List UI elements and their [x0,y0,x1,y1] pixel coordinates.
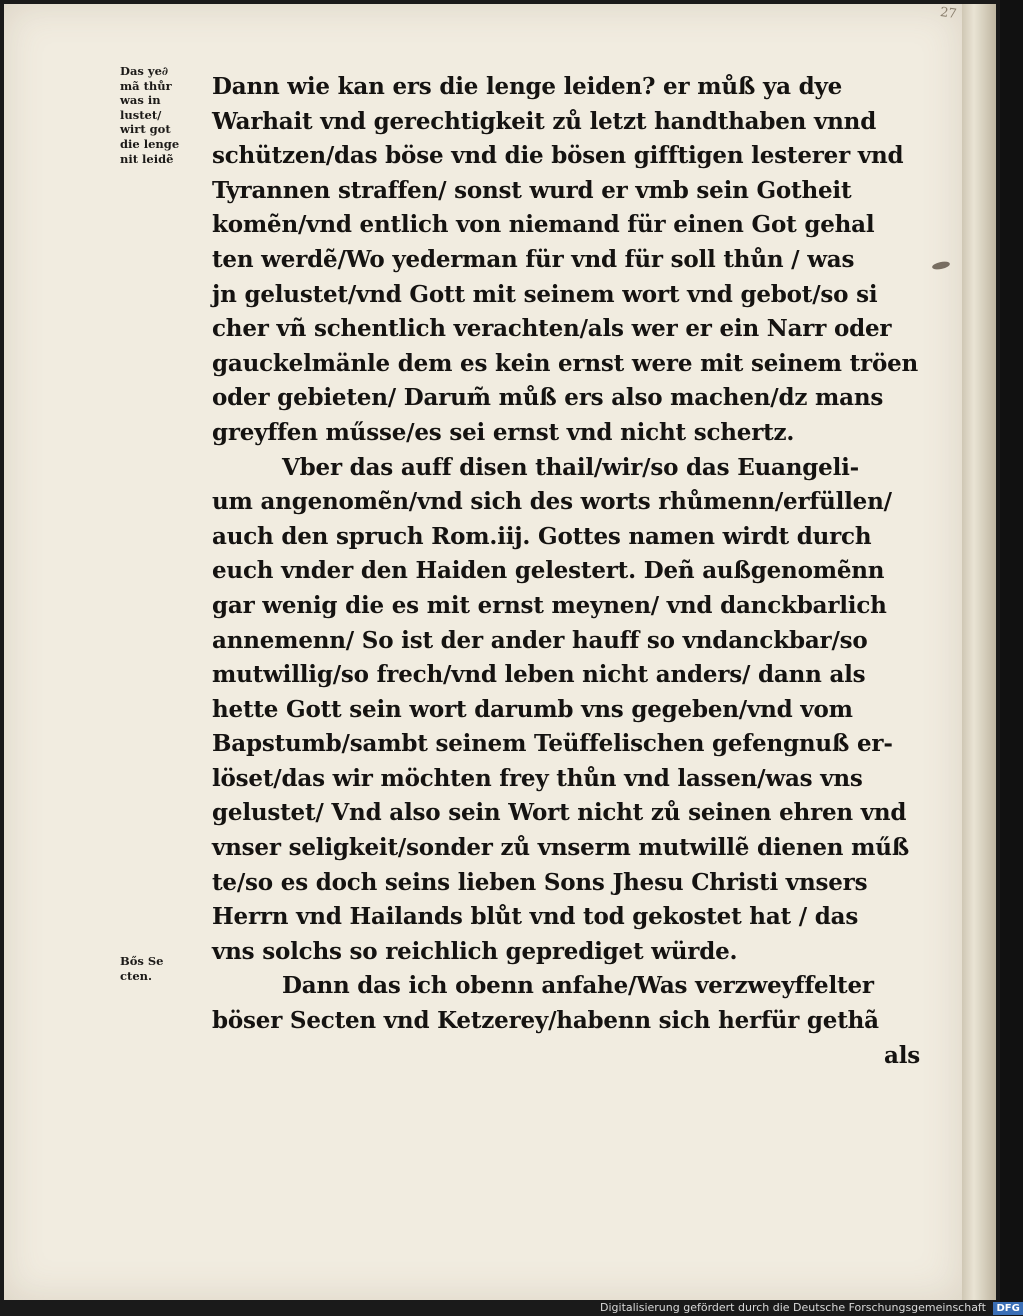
margin-note-line: Bős Se [120,954,164,968]
margin-note-line: mã thůr [120,78,172,93]
text-line: annemenn/ So ist der ander hauff so vndanckbar/so [212,626,868,654]
margin-note [120,64,212,166]
margin-note [120,954,212,983]
margin-note-line: wirt got [120,122,171,137]
text-line: greyffen műsse/es sei ernst vnd nicht schertz. [212,418,795,446]
paragraph-start-line: Dann das ich obenn anfahe/Was verzweyffelter [282,972,874,1000]
margin-note-line: cten. [120,968,152,983]
text-line: euch vnder den Haiden gelestert. Deñ außgenomẽnn [212,557,885,585]
text-line: hette Gott sein wort darumb vns gegeben/vnd vom [212,695,853,723]
margin-note-line: lustet/ [120,107,162,122]
text-line: löset/das wir möchten frey thůn vnd lassen/was vns [212,764,863,792]
text-line: ten werdẽ/Wo yederman für vnd für soll thůn / was [212,245,855,273]
text-line: Warhait vnd gerechtigkeit zů letzt handthaben vnnd [212,107,877,135]
footer-text: Digitalisierung gefördert durch die Deutsche Forschungsgemeinschaft [600,1301,986,1314]
margin-note-line: Das ye∂ [120,64,169,78]
text-line: vnser seligkeit/sonder zů vnserm mutwillẽ dienen műß [212,834,910,862]
page-edge [962,4,996,1300]
dfg-logo: DFG [993,1302,1022,1315]
text-line: Tyrannen straffen/ sonst wurd er vmb sein Gotheit [212,176,852,204]
text-line: jn gelustet/vnd Gott mit seinem wort vnd gebot/so si [212,280,878,308]
text-line: Herrn vnd Hailands blůt vnd tod gekostet hat / das [212,903,859,931]
margin-note-line: nit leidẽ [120,151,174,166]
text-line: gauckelmänle dem es kein ernst were mit seinem tröen [212,349,919,377]
text-line: cher vñ schentlich verachten/als wer er ein Narr oder [212,315,892,343]
text-line: gelustet/ Vnd also sein Wort nicht zů seinen ehren vnd [212,799,907,827]
text-line: böser Secten vnd Ketzerey/habenn sich herfür gethã [212,1007,879,1035]
text-line: te/so es doch seins lieben Sons Jhesu Christi vnsers [212,868,868,896]
digitization-footer [600,1299,1020,1316]
text-line: Bapstumb/sambt seinem Teüffelischen gefengnuß er- [212,730,893,758]
body-text [212,70,932,1073]
text-line: oder gebieten/ Darum̃ můß ers also machen/dz mans [212,384,884,412]
text-line: schützen/das böse vnd die bösen gifftigen lesterer vnd [212,142,904,170]
text-line: gar wenig die es mit ernst meynen/ vnd danckbarlich [212,591,887,619]
margin-note-line: die lenge [120,136,180,151]
text-line: Dann wie kan ers die lenge leiden? er můß ya dye [212,73,843,100]
page-number: 27 [939,4,958,23]
catchword: als [884,1041,920,1069]
text-line: um angenomẽn/vnd sich des worts rhůmenn/erfüllen/ [212,488,892,516]
text-line: mutwillig/so frech/vnd leben nicht anders/ dann als [212,661,866,689]
paragraph-start-line: Vber das auff disen thail/wir/so das Euangeli- [282,453,860,481]
text-line: komẽn/vnd entlich von niemand für einen Got gehal [212,211,875,239]
text-line: auch den spruch Rom.iij. Gottes namen wirdt durch [212,522,872,550]
text-line: vns solchs so reichlich geprediget würde. [212,937,738,965]
margin-note-line: was in [120,93,161,108]
